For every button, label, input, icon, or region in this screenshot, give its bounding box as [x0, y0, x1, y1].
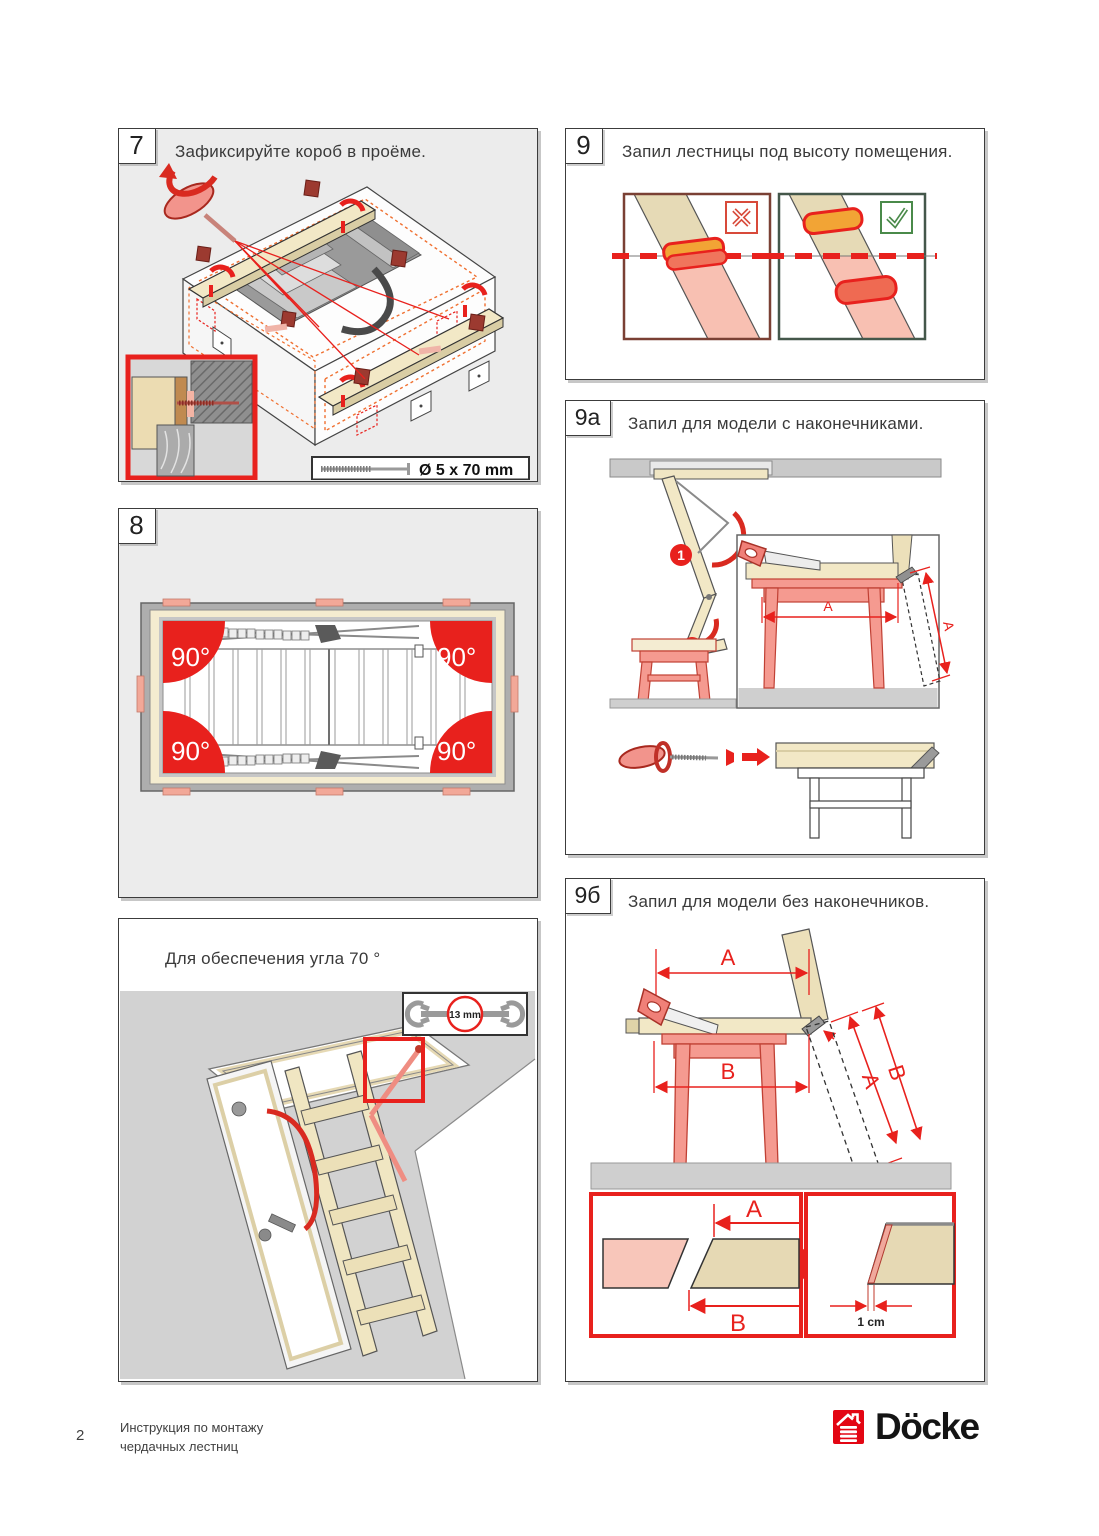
beam: [639, 1018, 811, 1034]
angle-label-tr: 90°: [437, 642, 477, 672]
panel-9a-title: Запил для модели с наконечниками.: [628, 414, 924, 433]
beam-offcut: [626, 1019, 639, 1033]
square-check-illustration: [119, 509, 536, 896]
footer-document-title: [120, 1418, 263, 1456]
cut-with-tips-illustration: [566, 401, 983, 853]
panel-70-title: Для обеспечения угла 70 °: [165, 949, 381, 968]
beam: [746, 563, 898, 579]
svg-text:A: A: [823, 598, 833, 614]
table: [662, 1034, 786, 1165]
footer-line-1: Инструкция по монтажу: [120, 1420, 264, 1435]
step-number: 8: [129, 510, 144, 540]
panel-8: [118, 508, 538, 898]
svg-text:1 cm: 1 cm: [857, 1315, 885, 1329]
angle-70-illustration: [119, 919, 536, 1380]
svg-text:B: B: [720, 1059, 736, 1084]
beam: [776, 743, 934, 768]
panel-angle-70: [118, 918, 538, 1382]
bit-icon: [726, 749, 734, 766]
cut-height-illustration: [566, 129, 983, 378]
screwdriver-icon: [159, 163, 235, 241]
brand-name: Döcke: [875, 1406, 979, 1447]
correct-example: [767, 194, 937, 339]
sawing-inset: [737, 535, 958, 708]
arrow-right: [742, 748, 770, 766]
step-number: 9: [576, 130, 591, 160]
screw-size-label: [312, 457, 529, 480]
step-circle-1: [670, 544, 692, 566]
fix-box-illustration: [119, 129, 536, 480]
ceiling: [610, 459, 941, 479]
angle-label-tl: 90°: [171, 642, 211, 672]
check-icon: [881, 202, 912, 233]
docke-logo: [833, 1406, 979, 1447]
floor: [591, 1163, 951, 1189]
page-number: 2: [76, 1427, 85, 1444]
panel-9-title: Запил лестницы под высоту помещения.: [622, 142, 953, 161]
panel-7-title: Зафиксируйте короб в проёме.: [175, 142, 427, 161]
panel-9b: [565, 878, 985, 1382]
wrong-example: [612, 194, 782, 339]
panel-9a: [565, 400, 985, 855]
panel-9b-title: Запил для модели без наконечников.: [628, 892, 930, 911]
stool: [632, 639, 716, 701]
wrench-size-text: 13 mm: [449, 1010, 481, 1021]
svg-text:B: B: [882, 1061, 912, 1084]
svg-text:A: A: [940, 619, 958, 633]
svg-text:1: 1: [677, 547, 685, 563]
pivot-pointer: [824, 1031, 834, 1039]
wall-fixing-inset: [128, 357, 255, 478]
cross-icon: [726, 202, 757, 233]
stringer: [782, 929, 828, 1026]
screw-tip-scene: [617, 742, 939, 838]
panel-7: [118, 128, 538, 482]
screw-size-text: Ø 5 x 70 mm: [419, 462, 514, 479]
angle-label-bl: 90°: [171, 736, 211, 766]
panel-9: [565, 128, 985, 380]
cut-without-tips-illustration: [566, 879, 983, 1380]
screwdriver-icon: [617, 742, 718, 771]
svg-text:A: A: [745, 1196, 763, 1223]
wrench-size-badge: [403, 993, 527, 1035]
svg-text:A: A: [720, 945, 736, 970]
angle-label-br: 90°: [437, 736, 477, 766]
inset-floor: [739, 688, 938, 707]
result-detail-inset: [806, 1194, 954, 1336]
floor: [610, 699, 736, 708]
step-number: 9а: [574, 404, 601, 430]
house-icon: [833, 1410, 864, 1444]
cut-detail-inset: [591, 1194, 801, 1337]
white-table: [798, 768, 924, 838]
svg-text:B: B: [729, 1310, 747, 1337]
step-number: 9б: [574, 882, 601, 908]
svg-text:A: A: [856, 1069, 886, 1092]
step-number: 7: [129, 130, 144, 160]
footer-line-2: чердачных лестниц: [120, 1439, 239, 1454]
